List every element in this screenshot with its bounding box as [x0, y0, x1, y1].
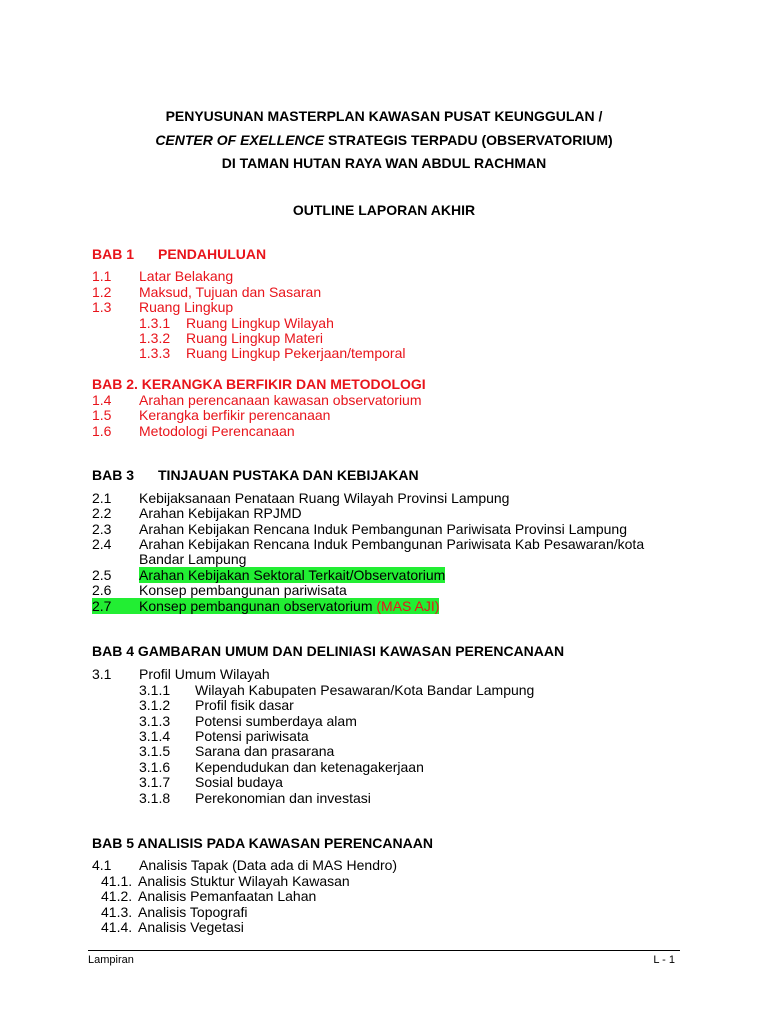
subitem-text: Ruang Lingkup Materi	[186, 330, 323, 346]
bab3-number: BAB 3	[92, 467, 135, 483]
item-number: 1.5	[92, 407, 112, 423]
item-note-red: (MAS AJI)	[376, 598, 440, 614]
item-text: Arahan perencanaan kawasan observatorium	[139, 392, 422, 408]
doc-title-line-1: PENYUSUNAN MASTERPLAN KAWASAN PUSAT KEUNGGULAN /	[165, 108, 603, 124]
bab1-heading	[92, 246, 266, 262]
subitem-text: Kependudukan dan ketenagakerjaan	[195, 759, 424, 775]
doc-subtitle: OUTLINE LAPORAN AKHIR	[292, 202, 476, 218]
bab4-heading: BAB 4 GAMBARAN UMUM DAN DELINIASI KAWASAN PERENCANAAN	[92, 643, 565, 659]
item-text-highlighted	[139, 598, 439, 614]
footer-divider	[88, 950, 680, 951]
subitem-number: 1.3.1	[139, 315, 171, 331]
item-text: Kerangka berfikir perencanaan	[139, 407, 331, 423]
doc-title-italic: CENTER OF EXELLENCE	[155, 132, 325, 148]
item-text: Konsep pembangunan pariwisata	[139, 582, 347, 598]
subitem-text: Analisis Pemanfaatan Lahan	[138, 888, 317, 904]
subitem-number: 41.2.	[101, 888, 133, 904]
item-number: 1.1	[92, 268, 112, 284]
item-text-continued: Bandar Lampung	[139, 551, 247, 567]
subitem-number: 3.1.3	[139, 713, 171, 729]
footer-left-label: Lampiran	[88, 954, 134, 966]
subitem-number: 41.3.	[101, 904, 133, 920]
item-text-highlighted: Arahan Kebijakan Sektoral Terkait/Observatorium	[139, 567, 446, 583]
item-text: Arahan Kebijakan Rencana Induk Pembangunan Pariwisata Provinsi Lampung	[139, 521, 627, 537]
subitem-number: 3.1.7	[139, 774, 171, 790]
item-text: Metodologi Perencanaan	[139, 423, 295, 439]
subitem-number: 3.1.2	[139, 697, 171, 713]
subitem-text: Analisis Vegetasi	[138, 919, 244, 935]
item-number: 2.7	[92, 598, 139, 614]
item-number: 2.5	[92, 567, 112, 583]
subitem-number: 3.1.5	[139, 743, 171, 759]
bab2-heading: BAB 2. KERANGKA BERFIKIR DAN METODOLOGI	[92, 376, 426, 392]
bab3-heading	[92, 467, 419, 483]
item-number: 1.2	[92, 284, 112, 300]
doc-title-rest: STRATEGIS TERPADU (OBSERVATORIUM)	[324, 132, 613, 148]
subitem-number: 3.1.8	[139, 790, 171, 806]
item-text: Maksud, Tujuan dan Sasaran	[139, 284, 322, 300]
subitem-text: Perekonomian dan investasi	[195, 790, 371, 806]
bab5-subitem	[101, 888, 316, 904]
item-text: Arahan Kebijakan RPJMD	[139, 505, 302, 521]
subitem-text: Analisis Topografi	[138, 904, 248, 920]
item-number: 1.3	[92, 299, 112, 315]
subitem-text: Profil fisik dasar	[195, 697, 294, 713]
subitem-number: 1.3.2	[139, 330, 171, 346]
bab1-number: BAB 1	[92, 246, 135, 262]
item-number: 4.1	[92, 857, 112, 873]
bab5-heading: BAB 5 ANALISIS PADA KAWASAN PERENCANAAN	[92, 835, 433, 851]
bab3-title: TINJAUAN PUSTAKA DAN KEBIJAKAN	[158, 467, 419, 483]
item-number: 2.6	[92, 582, 112, 598]
bab5-subitem	[101, 873, 350, 889]
item-text: Profil Umum Wilayah	[139, 666, 270, 682]
item-number: 3.1	[92, 666, 112, 682]
item-number: 2.3	[92, 521, 112, 537]
item-text: Arahan Kebijakan Rencana Induk Pembangunan Pariwisata Kab Pesawaran/kota	[139, 536, 645, 552]
subitem-text: Potensi sumberdaya alam	[195, 713, 357, 729]
subitem-text: Wilayah Kabupaten Pesawaran/Kota Bandar Lampung	[195, 682, 535, 698]
doc-title-line-2	[0, 132, 768, 148]
item-number: 1.6	[92, 423, 112, 439]
item-text: Ruang Lingkup	[139, 299, 234, 315]
item-text: Latar Belakang	[139, 268, 234, 284]
item-text: Konsep pembangunan observatorium	[139, 598, 377, 614]
subitem-text: Analisis Stuktur Wilayah Kawasan	[138, 873, 350, 889]
subitem-number: 3.1.1	[139, 682, 171, 698]
item-text: Analisis Tapak (Data ada di MAS Hendro)	[139, 857, 398, 873]
item-number: 2.2	[92, 505, 112, 521]
subitem-number: 41.1.	[101, 873, 133, 889]
subitem-number: 3.1.4	[139, 728, 171, 744]
item-number: 2.4	[92, 536, 112, 552]
footer-page-number: L - 1	[653, 954, 675, 966]
bab5-subitem	[101, 904, 248, 920]
subitem-number: 3.1.6	[139, 759, 171, 775]
subitem-text: Ruang Lingkup Wilayah	[186, 315, 334, 331]
subitem-text: Sarana dan prasarana	[195, 743, 335, 759]
bab1-title: PENDAHULUAN	[158, 246, 267, 262]
item-text: Kebijaksanaan Penataan Ruang Wilayah Provinsi Lampung	[139, 490, 510, 506]
subitem-text: Potensi pariwisata	[195, 728, 309, 744]
subitem-text: Sosial budaya	[195, 774, 283, 790]
subitem-number: 1.3.3	[139, 345, 171, 361]
item-number: 1.4	[92, 392, 112, 408]
doc-title-line-3: DI TAMAN HUTAN RAYA WAN ABDUL RACHMAN	[221, 155, 547, 171]
subitem-number: 41.4.	[101, 919, 133, 935]
subitem-text: Ruang Lingkup Pekerjaan/temporal	[186, 345, 406, 361]
item-number: 2.1	[92, 490, 112, 506]
bab5-subitem	[101, 919, 244, 935]
